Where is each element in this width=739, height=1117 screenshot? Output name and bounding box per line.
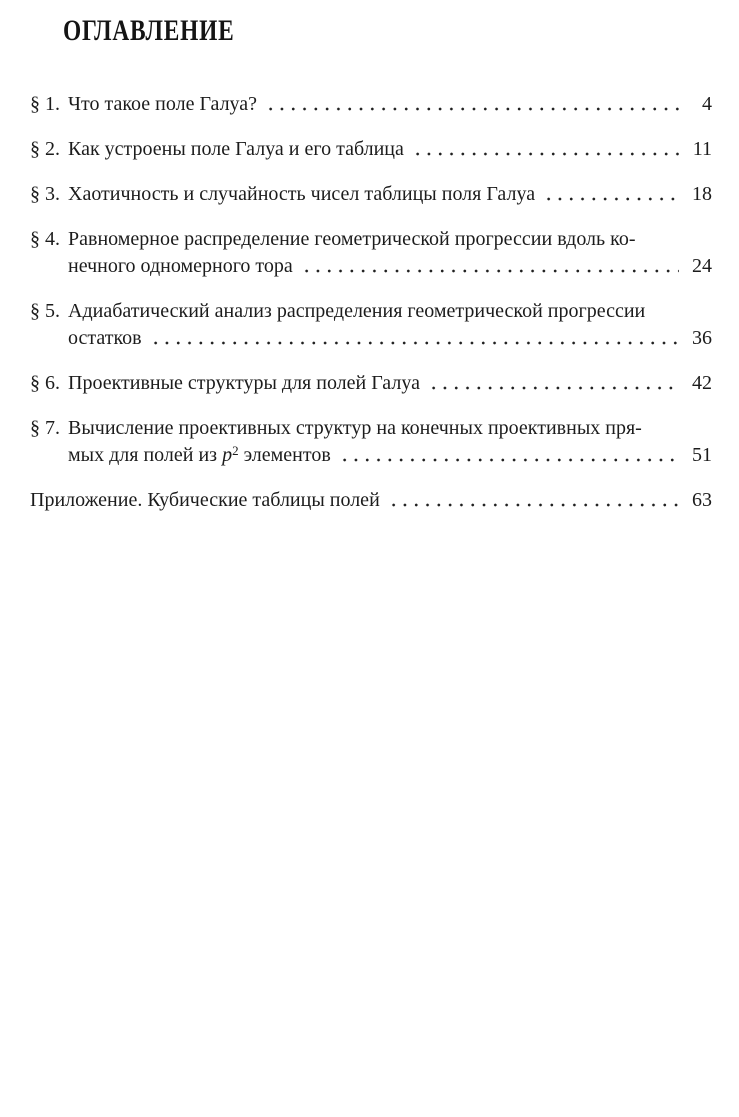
entry-label: § 7.	[30, 417, 60, 439]
entry-line	[68, 442, 712, 469]
dots-leader	[428, 370, 679, 397]
entry-line	[68, 253, 712, 280]
page-number: 24	[692, 255, 712, 277]
entry-title-text: нечного одномерного тора	[68, 255, 293, 277]
entry-body	[30, 487, 712, 514]
entry-title-text: Что такое поле Галуа?	[68, 93, 258, 115]
entry-text-before-math: мых для полей из	[68, 444, 223, 466]
dots-leader	[339, 442, 679, 469]
page-title: ОГЛАВЛЕНИЕ	[63, 14, 235, 47]
toc-entry-5	[30, 298, 712, 352]
entry-title-text: Вычисление проективных структур на конечных проективных пря-	[68, 417, 642, 439]
toc-entry-6	[30, 370, 712, 397]
toc-entry-2	[30, 136, 712, 163]
math-superscript-2: 2	[232, 443, 239, 458]
entry-label: § 2.	[30, 138, 60, 160]
entry-line	[30, 487, 712, 514]
entry-label: § 4.	[30, 228, 60, 250]
entry-line	[68, 415, 712, 442]
entry-body	[68, 370, 712, 397]
dots-leader	[265, 91, 679, 118]
dots-leader	[150, 325, 679, 352]
page-number: 51	[692, 444, 712, 466]
toc-entry-3	[30, 181, 712, 208]
entry-title-text: Равномерное распределение геометрической прогрессии вдоль ко-	[68, 228, 636, 250]
entry-title-text	[68, 442, 331, 469]
toc-entry-1	[30, 91, 712, 118]
entry-body	[68, 181, 712, 208]
page-number: 18	[692, 183, 712, 205]
entry-line	[68, 370, 712, 397]
entry-body	[68, 226, 712, 280]
entry-title-text: Приложение. Кубические таблицы полей	[30, 489, 380, 511]
toc-entry-4	[30, 226, 712, 280]
entry-line	[68, 325, 712, 352]
dots-leader	[301, 253, 679, 280]
entry-title-text: Адиабатический анализ распределения геометрической прогрессии	[68, 300, 646, 322]
entry-title-text: остатков	[68, 327, 142, 349]
math-variable-p: p	[222, 444, 233, 466]
entry-title-text: Как устроены поле Галуа и его таблица	[68, 138, 404, 160]
entry-label: § 6.	[30, 372, 60, 394]
entry-body	[68, 91, 712, 118]
entry-line	[68, 91, 712, 118]
toc-entry-7	[30, 415, 712, 469]
entry-title-text: Проективные структуры для полей Галуа	[68, 372, 420, 394]
entry-line	[68, 181, 712, 208]
dots-leader	[543, 181, 679, 208]
page-number: 4	[702, 93, 712, 115]
page-number: 36	[692, 327, 712, 349]
entry-line	[68, 226, 712, 253]
entry-line	[68, 136, 712, 163]
dots-leader	[388, 487, 679, 514]
page-number: 42	[692, 372, 712, 394]
page-number: 63	[692, 489, 712, 511]
entry-title-text: Хаотичность и случайность чисел таблицы поля Галуа	[68, 183, 536, 205]
entry-body	[68, 136, 712, 163]
entry-line	[68, 298, 712, 325]
entry-label: § 3.	[30, 183, 60, 205]
entry-text-after-math: элементов	[238, 444, 331, 466]
entry-body	[68, 298, 712, 352]
entry-label: § 1.	[30, 93, 60, 115]
table-of-contents	[30, 91, 712, 514]
toc-entry-appendix	[30, 487, 712, 514]
page-number: 11	[692, 138, 712, 160]
dots-leader	[412, 136, 679, 163]
entry-body	[68, 415, 712, 469]
entry-label: § 5.	[30, 300, 60, 322]
